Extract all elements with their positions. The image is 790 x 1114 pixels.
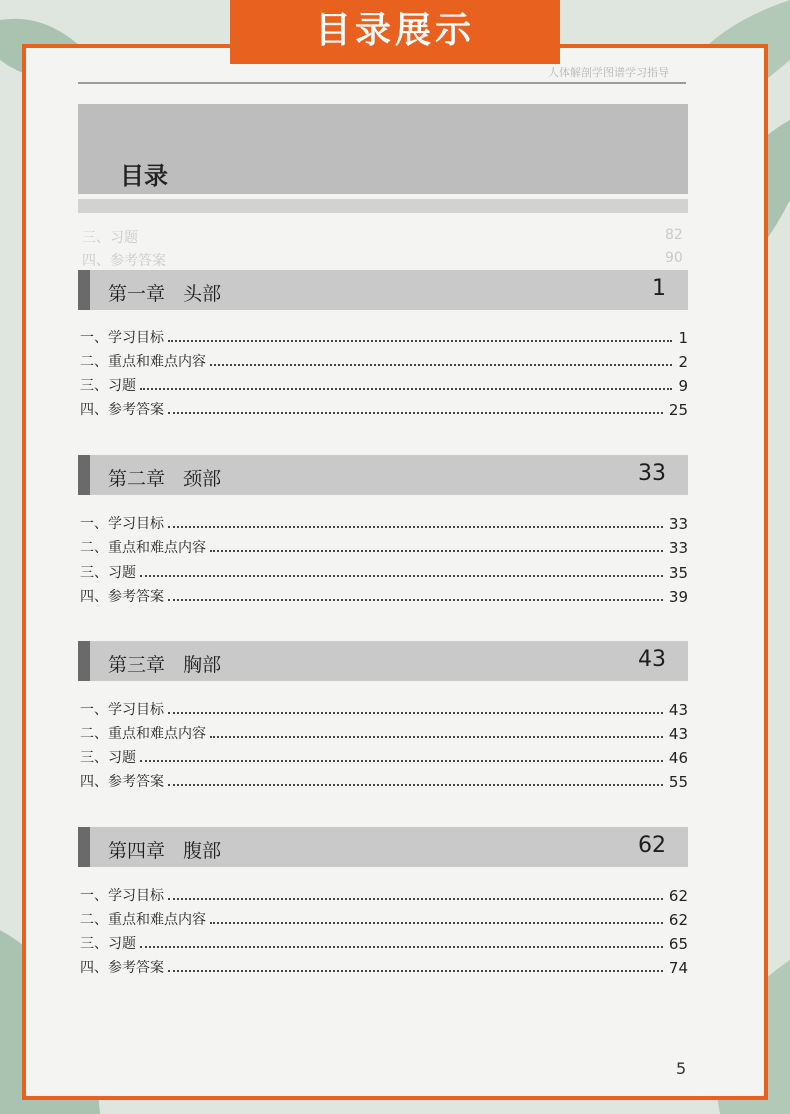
toc-entry[interactable] [80, 397, 688, 419]
toc-entry-label: 二、重点和难点内容 [80, 540, 206, 556]
toc-entry-label: 二、重点和难点内容 [80, 912, 206, 928]
toc-entry-page: 33 [668, 539, 688, 557]
chapter-heading[interactable] [78, 270, 688, 310]
toc-entry-page: 46 [668, 749, 688, 767]
page-number: 5 [676, 1059, 687, 1078]
dot-leader [210, 921, 663, 924]
toc-entry-page: 9 [678, 377, 688, 395]
toc-entry[interactable] [80, 535, 688, 557]
dot-leader [168, 411, 663, 414]
dot-leader [140, 759, 663, 762]
toc-entry-label: 二、重点和难点内容 [80, 726, 206, 742]
running-header-rule [78, 82, 686, 84]
chapter-page: 1 [652, 276, 666, 301]
dot-leader [168, 897, 663, 900]
toc-entry[interactable] [80, 931, 688, 953]
toc-entry[interactable] [80, 373, 688, 395]
toc-entry-page: 43 [668, 725, 688, 743]
toc-entry[interactable] [80, 769, 688, 791]
dot-leader [140, 387, 672, 390]
dot-leader [140, 574, 663, 577]
toc-entry-page: 1 [678, 329, 688, 347]
ghost-line-label: 四、参考答案 [82, 253, 166, 269]
chapter-marker [78, 641, 90, 681]
toc-entry-page: 55 [668, 773, 688, 791]
chapter-marker [78, 827, 90, 867]
toc-heading-underbar [78, 199, 688, 213]
toc-entry-label: 四、参考答案 [80, 402, 164, 418]
toc-entry-label: 一、学习目标 [80, 330, 164, 346]
toc-entry-label: 三、习题 [80, 565, 136, 581]
chapter-title: 第三章 胸部 [108, 654, 222, 676]
chapter-page: 62 [638, 833, 666, 858]
ghost-line-page: 90 [665, 250, 683, 266]
toc-entry[interactable] [80, 560, 688, 582]
chapter-marker [78, 270, 90, 310]
toc-entry-page: 62 [668, 887, 688, 905]
toc-entry-label: 二、重点和难点内容 [80, 354, 206, 370]
toc-entry-page: 43 [668, 701, 688, 719]
toc-heading-block [78, 104, 688, 194]
banner-title: 目录展示 [230, 0, 560, 64]
toc-entry-page: 65 [668, 935, 688, 953]
dot-leader [168, 525, 663, 528]
toc-entry-page: 74 [668, 959, 688, 977]
toc-entry-label: 三、习题 [80, 936, 136, 952]
toc-entry[interactable] [80, 907, 688, 929]
chapter-marker [78, 455, 90, 495]
toc-entry-label: 三、习题 [80, 378, 136, 394]
ghost-line-page: 82 [665, 227, 683, 243]
chapter-page: 43 [638, 647, 666, 672]
dot-leader [210, 735, 663, 738]
dot-leader [168, 711, 663, 714]
dot-leader [168, 783, 663, 786]
chapter-title: 第四章 腹部 [108, 840, 222, 862]
dot-leader [210, 363, 672, 366]
toc-entry-label: 四、参考答案 [80, 960, 164, 976]
dot-leader [168, 339, 672, 342]
chapter-heading[interactable] [78, 827, 688, 867]
toc-entry-label: 一、学习目标 [80, 702, 164, 718]
toc-entry[interactable] [80, 584, 688, 606]
toc-entry-page: 25 [668, 401, 688, 419]
toc-entry-page: 39 [668, 588, 688, 606]
toc-entry-label: 四、参考答案 [80, 589, 164, 605]
chapter-title: 第一章 头部 [108, 283, 222, 305]
dot-leader [210, 549, 663, 552]
dot-leader [168, 598, 663, 601]
dot-leader [168, 969, 663, 972]
running-header: 人体解剖学图谱学习指导 [548, 66, 669, 79]
toc-entry-page: 35 [668, 564, 688, 582]
toc-entry[interactable] [80, 745, 688, 767]
toc-entry-page: 33 [668, 515, 688, 533]
toc-entry[interactable] [80, 349, 688, 371]
toc-entry-label: 一、学习目标 [80, 516, 164, 532]
chapter-heading[interactable] [78, 641, 688, 681]
toc-entry[interactable] [80, 721, 688, 743]
toc-entry[interactable] [80, 697, 688, 719]
toc-entry-label: 四、参考答案 [80, 774, 164, 790]
toc-heading: 目录 [120, 162, 168, 190]
chapter-heading[interactable] [78, 455, 688, 495]
toc-entry-page: 2 [678, 353, 688, 371]
ghost-line-label: 三、习题 [82, 230, 138, 246]
toc-entry-label: 三、习题 [80, 750, 136, 766]
toc-entry[interactable] [80, 325, 688, 347]
toc-entry[interactable] [80, 511, 688, 533]
toc-entry-label: 一、学习目标 [80, 888, 164, 904]
toc-entry[interactable] [80, 955, 688, 977]
toc-entry-page: 62 [668, 911, 688, 929]
dot-leader [140, 945, 663, 948]
chapter-title: 第二章 颈部 [108, 468, 222, 490]
toc-entry[interactable] [80, 883, 688, 905]
chapter-page: 33 [638, 461, 666, 486]
